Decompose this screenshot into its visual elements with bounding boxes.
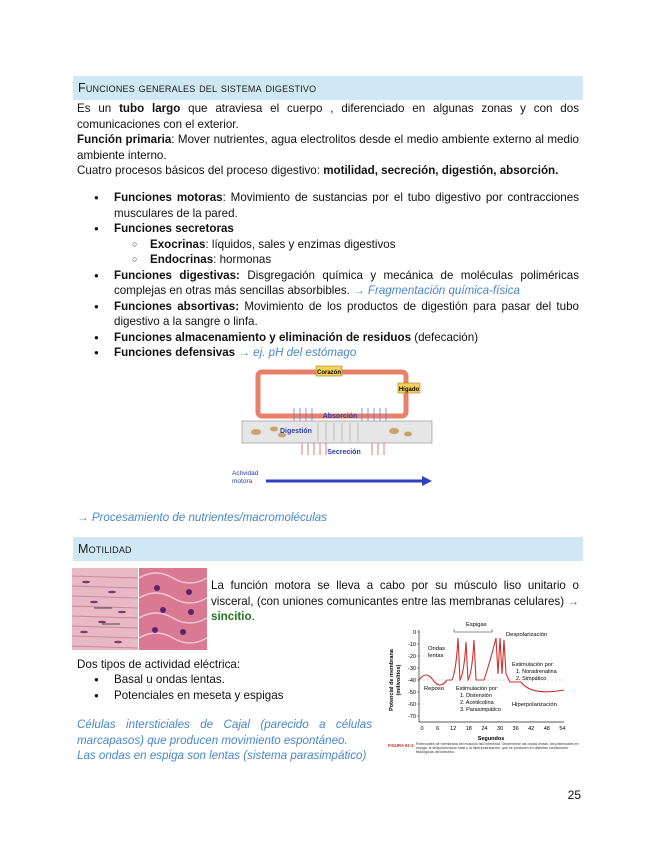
label-estimA-3: 2. Acetilcolina	[460, 700, 494, 706]
label-estimA-1: Estimulación por:	[456, 686, 499, 692]
intro-p3: Cuatro procesos básicos del proceso digestivo: motilidad, secreción, digestión, absorción.	[77, 164, 559, 177]
list-item-defensivas: ● Funciones defensivas → ej. pH del estómago	[94, 345, 579, 361]
chart-x-tick-label: 0	[420, 726, 424, 732]
label-reposo: Reposo	[424, 686, 444, 692]
label-estimA-4: 3. Parasimpático	[460, 707, 501, 713]
chart-x-tick-label: 54	[559, 726, 566, 732]
label-estim-2: 1. Noradrenalina	[516, 669, 557, 675]
intro-paragraphs	[77, 101, 579, 179]
motilidad-paragraph: La función motora se lleva a cabo por su músculo liso unitario o visceral, (con uniones comunicantes entre las membranas celulares) → sincitio.	[211, 579, 579, 623]
membrane-potential-chart	[386, 618, 582, 754]
intro-p2: Función primaria: Mover nutrientes, agua electrolitos desde el medio ambiente externo al medio ambiente interno.	[77, 133, 579, 162]
chart-x-tick-label: 6	[436, 726, 440, 732]
secretoras-sublist	[114, 237, 579, 268]
digestion-label: Digestión	[280, 428, 312, 435]
label-espigas: Espigas	[466, 622, 487, 628]
heart-label: Corazón	[317, 370, 341, 376]
label-despolarizacion: Despolarización	[506, 632, 548, 638]
label-estim-1: Estimulación por:	[512, 662, 555, 668]
activity-types-list	[94, 672, 384, 703]
label-estimA-2: 1. Distensión	[460, 693, 492, 699]
cajal-note-1: Células intersticiales de Cajal (parecido a células marcapasos) que producen movimiento espontáneo.	[77, 718, 372, 747]
chart-x-tick-label: 24	[481, 726, 488, 732]
list-item-basal: ● Basal u ondas lentas.	[94, 672, 384, 688]
list-item-exocrinas: ○ Exocrinas: líquidos, sales y enzimas digestivos	[132, 237, 579, 253]
chart-caption-tag: FIGURA 62-3	[388, 743, 414, 748]
list-item-motoras: ● Funciones motoras: Movimiento de sustancias por el tubo digestivo por contracciones musculares de la pared.	[94, 190, 579, 221]
chart-y-tick-label: -40	[408, 678, 416, 684]
label-ondas-1: Ondas	[428, 646, 446, 652]
chart-y-tick-label: -30	[408, 666, 416, 672]
chart-x-tick-label: 30	[496, 726, 504, 732]
section1-footnote: → Procesamiento de nutrientes/macromoléculas	[77, 511, 328, 524]
functions-list	[94, 190, 579, 361]
chart-caption: Potenciales de membrana del músculo liso intestinal. Obsérvense las ondas lentas, los potenciales en espiga, la despolarización total y la hiperpolarización, que se producen en distintas condiciones fisiológicas del intestino.	[416, 742, 579, 754]
secretion-label: Secreción	[327, 449, 361, 456]
list-item-absortivas: ● Funciones absortivas: Movimiento de los productos de digestión para pasar del tubo digestivo a la sangre o linfa.	[94, 299, 579, 330]
chart-y-tick-label: -10	[408, 642, 416, 648]
cajal-notes	[77, 717, 372, 764]
motor-activity-label-2: motora	[232, 478, 253, 485]
chart-x-tick-label: 12	[450, 726, 457, 732]
label-estim-3: 2. Simpático	[516, 676, 547, 682]
intro-p1: Es un tubo largo que atraviesa el cuerpo , diferenciado en algunas zonas y con dos comunicaciones con el exterior.	[77, 102, 579, 131]
list-item-meseta: ● Potenciales en meseta y espigas	[94, 688, 384, 704]
page-number: 25	[567, 788, 581, 802]
section-header-motilidad	[73, 537, 583, 561]
section-header-funciones	[73, 76, 583, 100]
chart-y-tick-label: 0	[412, 630, 416, 636]
chart-ylabel-2: (milivoltios)	[396, 664, 402, 696]
liver-label: Hígado	[398, 387, 420, 393]
section-title-motilidad: Motilidad	[78, 542, 132, 556]
list-item-almacenamiento: ● Funciones almacenamiento y eliminación de residuos (defecación)	[94, 330, 579, 346]
cajal-note-2: Las ondas en espiga son lentas (sistema parasimpático)	[77, 749, 367, 762]
chart-x-tick-label: 18	[465, 726, 472, 732]
label-ondas-2: lentas	[428, 653, 444, 659]
chart-y-tick-label: -50	[408, 690, 416, 696]
chart-y-tick-label: -20	[408, 654, 416, 660]
label-hiperpolarizacion: Hiperpolarización	[512, 702, 557, 708]
dos-tipos-text: Dos tipos de actividad eléctrica:	[77, 658, 241, 671]
chart-y-tick-label: -60	[408, 702, 416, 708]
list-item-secretoras: ● Funciones secretoras ○ Exocrinas: líquidos, sales y enzimas digestivos ○ Endocrinas: hormonas	[94, 221, 579, 268]
chart-y-tick-label: -70	[408, 714, 416, 720]
chart-xlabel: Segundos	[477, 736, 505, 742]
smooth-muscle-histology-image-1	[72, 568, 138, 650]
smooth-muscle-histology-image-2	[139, 568, 207, 650]
absorption-label: Absorción	[322, 413, 358, 420]
chart-x-tick-label: 48	[543, 726, 550, 732]
list-item-endocrinas: ○ Endocrinas: hormonas	[132, 252, 579, 268]
chart-x-tick-label: 42	[528, 726, 535, 732]
section-title: Funciones generales del sistema digestivo	[78, 81, 317, 95]
list-item-digestivas: ● Funciones digestivas: Disgregación química y mecánica de moléculas poliméricas complejas en otras más sencillas absorbibles. → Fragmentación química-física	[94, 268, 579, 299]
motor-activity-label-1: Actividad	[232, 470, 259, 477]
chart-x-tick-label: 36	[512, 726, 519, 732]
digestive-process-diagram	[222, 363, 442, 491]
digestive-tube	[242, 421, 432, 443]
chart-ylabel-1: Potencial de membrana	[389, 649, 395, 711]
chart-caption-wrap	[416, 742, 580, 754]
